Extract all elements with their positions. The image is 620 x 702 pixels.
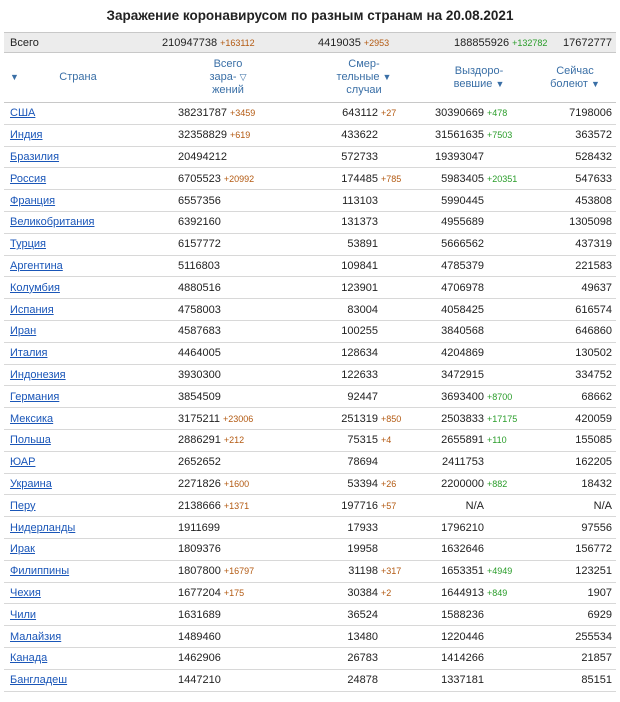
table-row — [4, 190, 616, 212]
cases-delta: +212 — [223, 435, 245, 446]
cases-delta: +619 — [229, 130, 251, 141]
country-link[interactable]: Чехия — [10, 586, 41, 599]
covid-stats-table — [4, 32, 616, 692]
active-cell: N/A — [534, 495, 616, 517]
deaths-cell: 572733 — [304, 146, 424, 168]
country-link[interactable]: Иран — [10, 325, 37, 338]
deaths-cell: 36524 — [304, 604, 424, 626]
deaths-cell: 197716 +57 — [304, 495, 424, 517]
table-row — [4, 211, 616, 233]
recovered-cell: 30390669 +478 — [424, 103, 534, 125]
deaths-delta: +850 — [381, 413, 402, 424]
active-cell: 162205 — [534, 451, 616, 473]
country-cell — [4, 255, 152, 277]
recovered-cell: 2503833 +17175 — [424, 408, 534, 430]
country-cell — [4, 277, 152, 299]
cases-cell: 32358829 +619 — [152, 124, 304, 146]
cases-delta: +175 — [223, 587, 245, 598]
table-row — [4, 495, 616, 517]
cases-cell: 1462906 — [152, 647, 304, 669]
country-cell — [4, 408, 152, 430]
active-cell: 18432 — [534, 473, 616, 495]
active-cell: 255534 — [534, 626, 616, 648]
sort-arrow-icon: ▽ — [239, 72, 247, 82]
active-cell: 363572 — [534, 124, 616, 146]
deaths-delta: +2 — [381, 587, 392, 598]
active-cell: 97556 — [534, 517, 616, 539]
cases-cell: 6157772 — [152, 233, 304, 255]
table-row — [4, 538, 616, 560]
recovered-cell: 1588236 — [424, 604, 534, 626]
country-link[interactable]: Чили — [10, 608, 37, 621]
table-row — [4, 517, 616, 539]
country-cell — [4, 299, 152, 321]
totals-row — [4, 33, 616, 53]
recovered-delta: +17175 — [487, 413, 518, 424]
table-row — [4, 669, 616, 691]
total-recovered: 188855926 +132782 — [424, 33, 534, 53]
recovered-delta: +8700 — [487, 391, 513, 402]
sort-arrow-icon: ▼ — [382, 72, 392, 82]
country-cell — [4, 517, 152, 539]
recovered-delta: +7503 — [487, 130, 513, 141]
sort-by-deaths-header[interactable]: Смер- тельные ▼ случаи — [304, 53, 424, 103]
table-row — [4, 647, 616, 669]
cases-cell: 1447210 — [152, 669, 304, 691]
recovered-delta: +849 — [487, 587, 508, 598]
country-link[interactable]: Россия — [10, 172, 47, 185]
deaths-cell: 174485 +785 — [304, 168, 424, 190]
country-link[interactable]: Индонезия — [10, 368, 66, 381]
recovered-cell: 1632646 — [424, 538, 534, 560]
page-title: Заражение коронавирусом по разным странам на 20.08.2021 — [106, 8, 514, 23]
total-deaths: 4419035 +2953 — [304, 33, 424, 53]
country-link[interactable]: Малайзия — [10, 630, 62, 643]
recovered-cell: 2200000 +882 — [424, 473, 534, 495]
deaths-cell: 19958 — [304, 538, 424, 560]
cases-cell: 3930300 — [152, 364, 304, 386]
active-cell: 453808 — [534, 190, 616, 212]
table-row — [4, 233, 616, 255]
cases-cell: 1677204 +175 — [152, 582, 304, 604]
cases-cell: 20494212 — [152, 146, 304, 168]
deaths-cell: 17933 — [304, 517, 424, 539]
country-cell — [4, 124, 152, 146]
deaths-cell: 53891 — [304, 233, 424, 255]
deaths-cell: 251319 +850 — [304, 408, 424, 430]
recovered-cell: 5990445 — [424, 190, 534, 212]
recovered-cell: 3693400 +8700 — [424, 386, 534, 408]
country-link[interactable]: Бангладеш — [10, 674, 68, 687]
recovered-cell: 1644913 +849 — [424, 582, 534, 604]
table-row — [4, 386, 616, 408]
deaths-delta: +57 — [381, 500, 397, 511]
deaths-cell: 100255 — [304, 320, 424, 342]
deaths-cell: 13480 — [304, 626, 424, 648]
deaths-cell: 30384 +2 — [304, 582, 424, 604]
country-cell — [4, 190, 152, 212]
deaths-cell: 53394 +26 — [304, 473, 424, 495]
active-cell: 68662 — [534, 386, 616, 408]
cases-cell: 4587683 — [152, 320, 304, 342]
cases-cell: 2138666 +1371 — [152, 495, 304, 517]
cases-cell: 38231787 +3459 — [152, 103, 304, 125]
country-cell — [4, 604, 152, 626]
recovered-cell: 4204869 — [424, 342, 534, 364]
table-row — [4, 124, 616, 146]
sort-by-cases-header[interactable]: Всего зара- ▽ жений — [152, 53, 304, 103]
cases-cell: 1807800 +16797 — [152, 560, 304, 582]
cases-cell: 5116803 — [152, 255, 304, 277]
country-link[interactable]: Колумбия — [10, 281, 60, 294]
deaths-cell: 123901 — [304, 277, 424, 299]
sort-by-country-header[interactable]: ▼ Страна — [4, 53, 152, 103]
total-label: Всего — [4, 33, 152, 53]
cases-cell: 3854509 — [152, 386, 304, 408]
active-cell: 6929 — [534, 604, 616, 626]
recovered-cell: 3840568 — [424, 320, 534, 342]
deaths-cell: 122633 — [304, 364, 424, 386]
cases-cell: 3175211 +23006 — [152, 408, 304, 430]
country-link[interactable]: Турция — [10, 238, 46, 251]
recovered-cell: 31561635 +7503 — [424, 124, 534, 146]
deaths-delta: +26 — [381, 478, 397, 489]
country-link[interactable]: Великобритания — [10, 216, 95, 229]
active-cell: 334752 — [534, 364, 616, 386]
cases-cell: 4758003 — [152, 299, 304, 321]
country-cell — [4, 582, 152, 604]
table-row — [4, 146, 616, 168]
active-cell: 616574 — [534, 299, 616, 321]
recovered-cell: 4058425 — [424, 299, 534, 321]
cases-cell: 1489460 — [152, 626, 304, 648]
recovered-cell: 19393047 — [424, 146, 534, 168]
active-cell: 123251 — [534, 560, 616, 582]
total-deaths-delta: +2953 — [363, 37, 390, 48]
table-row — [4, 320, 616, 342]
recovered-cell: 4785379 — [424, 255, 534, 277]
table-row — [4, 277, 616, 299]
table-row — [4, 299, 616, 321]
cases-cell: 6705523 +20992 — [152, 168, 304, 190]
sort-arrow-icon: ▼ — [590, 78, 600, 89]
recovered-delta: +20351 — [487, 173, 518, 184]
country-link[interactable]: Польша — [10, 434, 51, 447]
country-cell — [4, 626, 152, 648]
country-link[interactable]: Украина — [10, 477, 52, 490]
country-link[interactable]: Аргентина — [10, 259, 63, 272]
deaths-cell: 92447 — [304, 386, 424, 408]
total-active: 17672777 — [534, 33, 616, 53]
deaths-delta: +785 — [381, 173, 402, 184]
table-header-row — [4, 53, 616, 103]
country-cell — [4, 538, 152, 560]
country-cell — [4, 233, 152, 255]
recovered-cell: 2655891 +110 — [424, 429, 534, 451]
deaths-cell: 109841 — [304, 255, 424, 277]
recovered-delta: +110 — [487, 435, 507, 446]
recovered-cell: 1337181 — [424, 669, 534, 691]
table-row — [4, 429, 616, 451]
table-row — [4, 604, 616, 626]
cases-delta: +16797 — [223, 566, 255, 577]
country-link[interactable]: США — [10, 107, 36, 120]
sort-by-recovered-header[interactable]: Выздоро- вевшие ▼ — [424, 53, 534, 103]
active-cell: 1907 — [534, 582, 616, 604]
cases-cell: 1809376 — [152, 538, 304, 560]
table-row — [4, 342, 616, 364]
cases-delta: +1371 — [223, 500, 250, 511]
deaths-cell: 31198 +317 — [304, 560, 424, 582]
deaths-cell: 433622 — [304, 124, 424, 146]
recovered-cell: 1414266 — [424, 647, 534, 669]
recovered-cell: N/A — [424, 495, 534, 517]
active-cell: 155085 — [534, 429, 616, 451]
recovered-delta: +882 — [487, 478, 508, 489]
table-row — [4, 560, 616, 582]
deaths-cell: 75315 +4 — [304, 429, 424, 451]
deaths-cell: 128634 — [304, 342, 424, 364]
sort-by-active-header[interactable]: Сейчас болеют ▼ — [534, 53, 616, 103]
recovered-cell: 2411753 — [424, 451, 534, 473]
cases-delta: +20992 — [223, 173, 255, 184]
country-cell — [4, 103, 152, 125]
deaths-cell: 131373 — [304, 211, 424, 233]
country-cell — [4, 560, 152, 582]
deaths-cell: 24878 — [304, 669, 424, 691]
recovered-cell: 1220446 — [424, 626, 534, 648]
cases-cell: 2271826 +1600 — [152, 473, 304, 495]
country-link[interactable]: Италия — [10, 347, 48, 360]
cases-cell: 6392160 — [152, 211, 304, 233]
cases-delta: +3459 — [229, 108, 256, 119]
active-cell: 547633 — [534, 168, 616, 190]
active-cell: 85151 — [534, 669, 616, 691]
cases-delta: +1600 — [223, 478, 250, 489]
country-cell — [4, 211, 152, 233]
country-cell — [4, 451, 152, 473]
country-link[interactable]: Ирак — [10, 543, 35, 556]
country-link[interactable]: Германия — [10, 390, 60, 403]
recovered-cell: 1653351 +4949 — [424, 560, 534, 582]
deaths-delta: +4 — [381, 435, 392, 446]
country-link[interactable]: Филиппины — [10, 565, 70, 578]
deaths-cell: 643112 +27 — [304, 103, 424, 125]
country-cell — [4, 429, 152, 451]
cases-cell: 2886291 +212 — [152, 429, 304, 451]
table-row — [4, 582, 616, 604]
active-cell: 221583 — [534, 255, 616, 277]
country-cell — [4, 647, 152, 669]
country-link[interactable]: Испания — [10, 303, 54, 316]
table-row — [4, 473, 616, 495]
country-link[interactable]: Канада — [10, 652, 48, 665]
recovered-delta: +478 — [487, 108, 508, 119]
country-link[interactable]: Индия — [10, 129, 43, 142]
cases-cell: 1631689 — [152, 604, 304, 626]
country-link[interactable]: Мексика — [10, 412, 54, 425]
table-row — [4, 364, 616, 386]
country-link[interactable]: Франция — [10, 194, 56, 207]
cases-cell: 4464005 — [152, 342, 304, 364]
total-cases-delta: +163112 — [220, 37, 255, 48]
table-row — [4, 168, 616, 190]
cases-delta: +23006 — [223, 413, 254, 424]
deaths-cell: 78694 — [304, 451, 424, 473]
deaths-delta: +317 — [381, 566, 402, 577]
cases-cell: 4880516 — [152, 277, 304, 299]
deaths-cell: 83004 — [304, 299, 424, 321]
country-cell — [4, 669, 152, 691]
active-cell: 49637 — [534, 277, 616, 299]
active-cell: 1305098 — [534, 211, 616, 233]
table-row — [4, 103, 616, 125]
country-cell — [4, 495, 152, 517]
active-cell: 21857 — [534, 647, 616, 669]
country-cell — [4, 342, 152, 364]
country-link[interactable]: Нидерланды — [10, 521, 76, 534]
total-recovered-delta: +132782 — [512, 37, 548, 48]
active-cell: 130502 — [534, 342, 616, 364]
deaths-cell: 26783 — [304, 647, 424, 669]
table-row — [4, 626, 616, 648]
active-cell: 646860 — [534, 320, 616, 342]
active-cell: 7198006 — [534, 103, 616, 125]
country-link[interactable]: ЮАР — [10, 456, 36, 469]
table-row — [4, 451, 616, 473]
country-cell — [4, 320, 152, 342]
cases-cell: 6557356 — [152, 190, 304, 212]
deaths-delta: +27 — [381, 108, 397, 119]
recovered-cell: 5983405 +20351 — [424, 168, 534, 190]
table-row — [4, 255, 616, 277]
cases-cell: 1911699 — [152, 517, 304, 539]
deaths-cell: 113103 — [304, 190, 424, 212]
country-link[interactable]: Бразилия — [10, 150, 60, 163]
recovered-cell: 5666562 — [424, 233, 534, 255]
active-cell: 156772 — [534, 538, 616, 560]
country-cell — [4, 168, 152, 190]
country-cell — [4, 386, 152, 408]
sort-arrow-icon: ▼ — [495, 78, 505, 89]
recovered-cell: 3472915 — [424, 364, 534, 386]
country-cell — [4, 146, 152, 168]
table-row — [4, 408, 616, 430]
active-cell: 528432 — [534, 146, 616, 168]
cases-cell: 2652652 — [152, 451, 304, 473]
country-link[interactable]: Перу — [10, 499, 36, 512]
recovered-cell: 4706978 — [424, 277, 534, 299]
recovered-cell: 1796210 — [424, 517, 534, 539]
country-cell — [4, 364, 152, 386]
recovered-cell: 4955689 — [424, 211, 534, 233]
total-cases: 210947738 +163112 — [152, 33, 304, 53]
active-cell: 437319 — [534, 233, 616, 255]
sort-arrow-icon: ▼ — [10, 72, 19, 82]
active-cell: 420059 — [534, 408, 616, 430]
recovered-delta: +4949 — [487, 566, 513, 577]
country-cell — [4, 473, 152, 495]
